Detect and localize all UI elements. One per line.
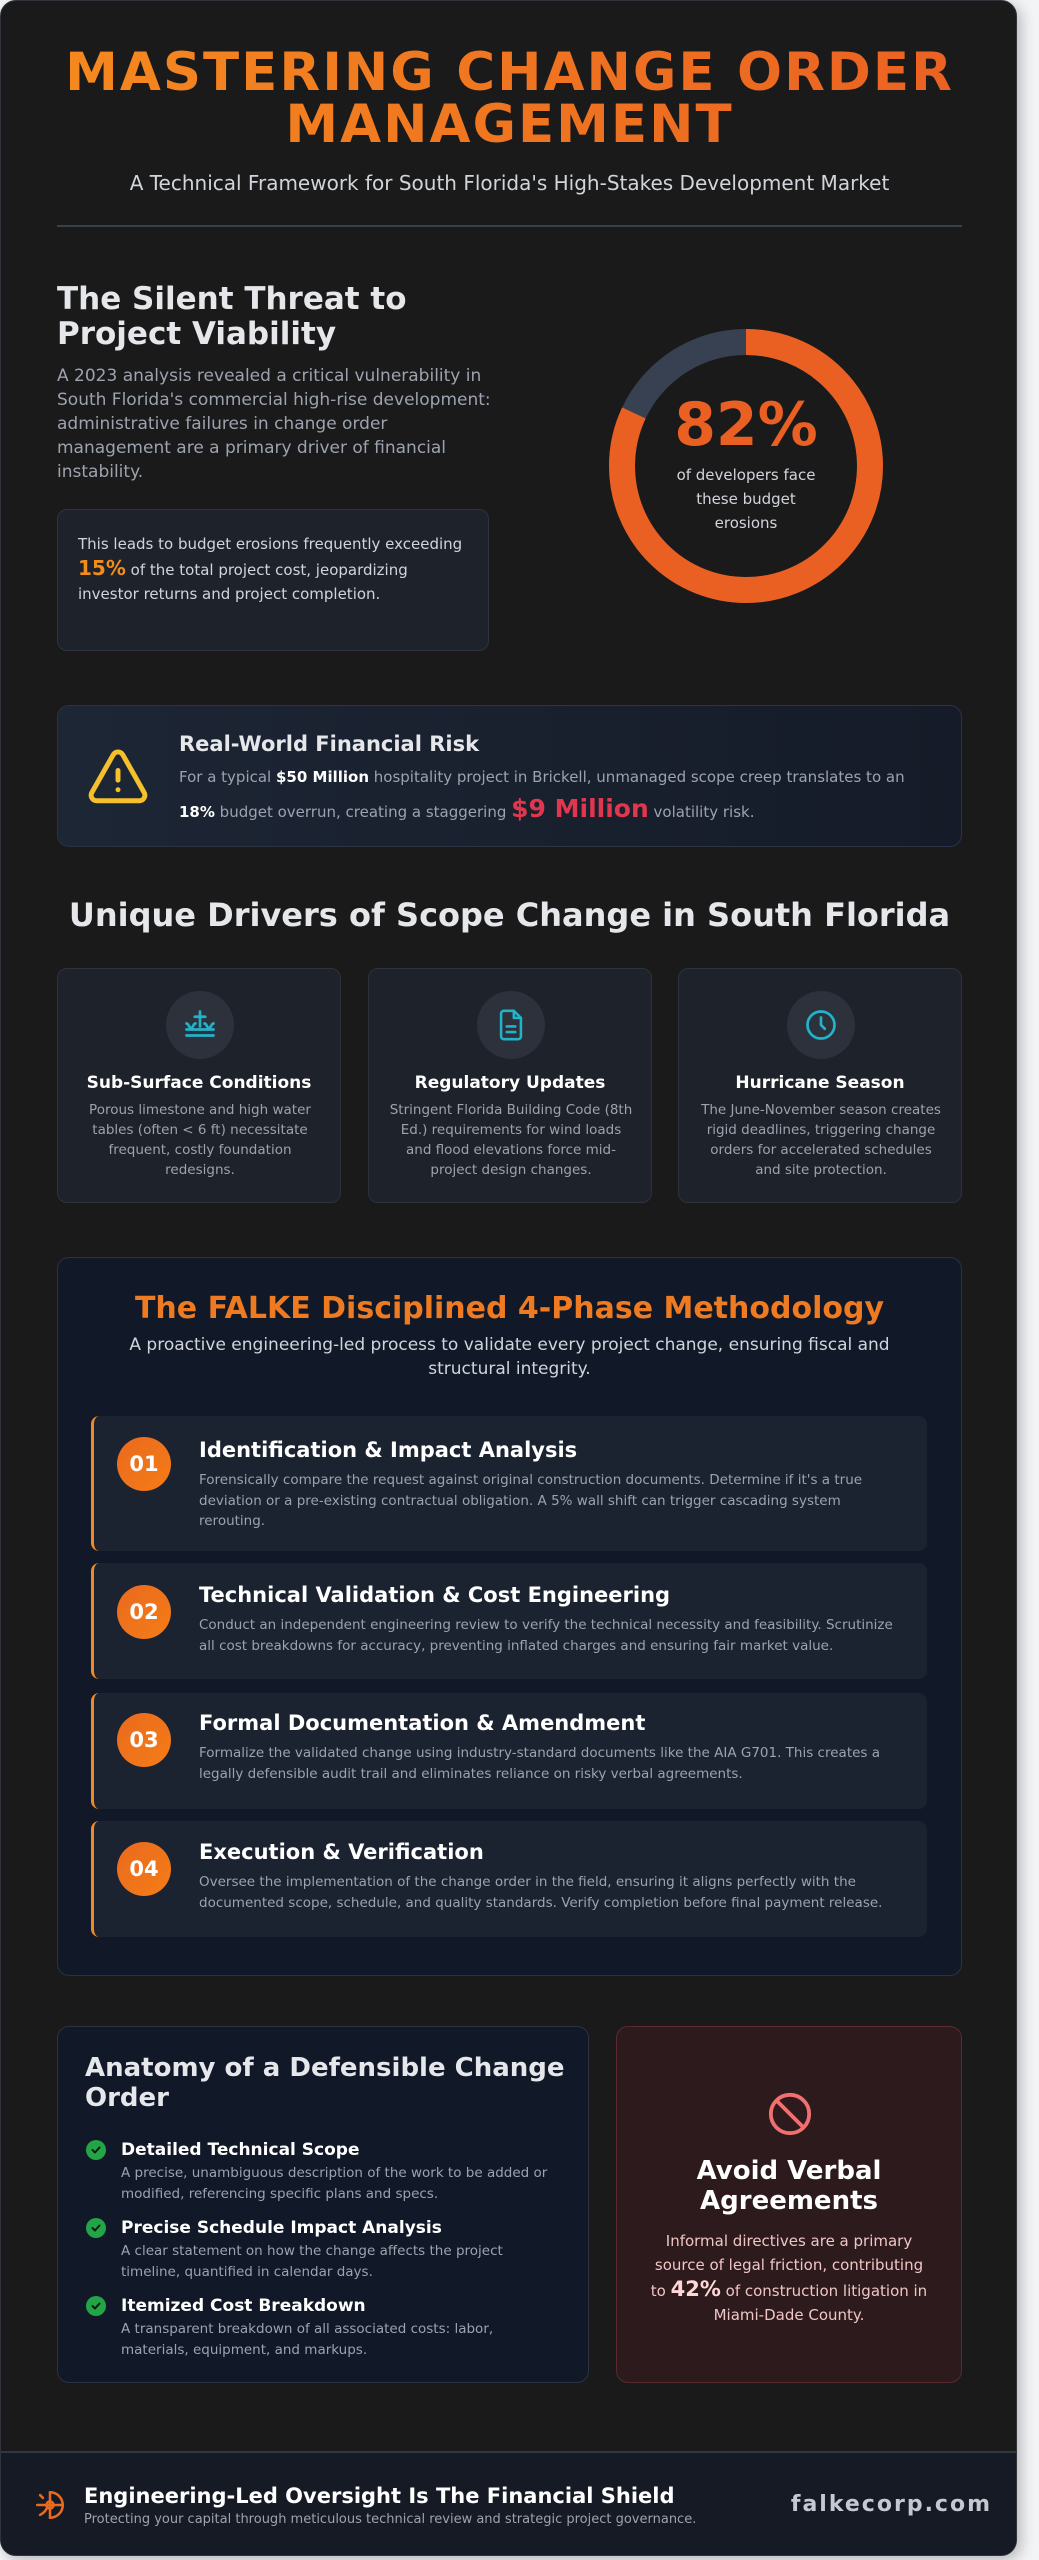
phase-number-badge: 03 [117, 1713, 171, 1767]
footer-title: Engineering-Led Oversight Is The Financial Shield [84, 2484, 675, 2508]
risk-amount: $9 Million [511, 794, 649, 823]
prohibited-icon [767, 2091, 813, 2137]
phase-card-2 [91, 1563, 927, 1679]
phase-number-badge: 04 [117, 1842, 171, 1896]
anatomy-title: Anatomy of a Defensible Change Order [85, 2053, 565, 2113]
header-divider [57, 225, 962, 227]
driver-title: Sub-Surface Conditions [86, 1073, 312, 1093]
website-link[interactable]: falkecorp.com [790, 2492, 992, 2517]
litigation-pct: 42% [670, 2277, 721, 2301]
anatomy-item-title: Itemized Cost Breakdown [121, 2296, 366, 2316]
phase-title: Execution & Verification [199, 1840, 484, 1864]
driver-desc: Porous limestone and high water tables (often < 6 ft) necessitate frequent, costly foundation redesigns. [89, 1102, 311, 1178]
risk-text: For a typical [179, 768, 276, 786]
phase-title: Technical Validation & Cost Engineering [199, 1583, 671, 1607]
document-icon [494, 1008, 528, 1042]
callout-highlight: 15% [78, 556, 126, 580]
anatomy-item-title: Detailed Technical Scope [121, 2140, 360, 2160]
anatomy-item-desc: A precise, unambiguous description of the work to be added or modified, referencing specific plans and specs. [121, 2165, 548, 2202]
driver-desc: The June-November season creates rigid deadlines, triggering change orders for accelerated schedules and site protection. [701, 1102, 941, 1178]
donut-center [609, 391, 883, 535]
main-title-line-2: MANAGEMENT [285, 94, 734, 155]
methodology-subtitle: A proactive engineering-led process to validate every project change, ensuring fiscal and structural integrity. [129, 1335, 890, 1379]
phase-card-1 [91, 1416, 927, 1551]
risk-overrun-pct: 18% [179, 803, 215, 821]
phase-desc: Formalize the validated change using industry-standard documents like the AIA G701. This creates a legally defensible audit trail and eliminates reliance on risky verbal agreements. [199, 1745, 881, 1782]
subtitle: A Technical Framework for South Florida's High-Stakes Development Market [129, 171, 890, 195]
driver-title: Hurricane Season [735, 1073, 905, 1093]
risk-project-value: $50 Million [276, 768, 370, 786]
risk-text: hospitality project in Brickell, unmanaged scope creep translates to an [369, 768, 905, 786]
stat-value: 82% [674, 390, 818, 460]
driver-card-subsurface [57, 968, 341, 1203]
driver-card-regulatory [368, 968, 652, 1203]
clock-icon [803, 1007, 839, 1043]
anatomy-item-title: Precise Schedule Impact Analysis [121, 2218, 442, 2238]
check-icon [86, 2140, 106, 2160]
driver-title: Regulatory Updates [414, 1073, 606, 1093]
phase-title: Identification & Impact Analysis [199, 1438, 578, 1462]
threat-body: A 2023 analysis revealed a critical vulnerability in South Florida's commercial high-rise development: administrative failures in change order management are a primary driver of financial instability. [57, 366, 491, 482]
driver-desc: Stringent Florida Building Code (8th Ed.) requirements for wind loads and flood elevations force mid-project design changes. [389, 1102, 633, 1178]
methodology-title: The FALKE Disciplined 4-Phase Methodology [134, 1291, 885, 1326]
phase-desc: Conduct an independent engineering review to verify the technical necessity and feasibility. Scrutinize all cost breakdowns for accuracy, preventing inflated charges and ensuring fair market value. [199, 1617, 893, 1654]
threat-title: The Silent Threat to Project Viability [57, 281, 407, 352]
main-title-line-1: MASTERING CHANGE ORDER [65, 42, 954, 103]
phase-number-badge: 01 [117, 1437, 171, 1491]
icon-badge [787, 991, 855, 1059]
drivers-title: Unique Drivers of Scope Change in South Florida [68, 896, 951, 934]
risk-text: budget overrun, creating a staggering [214, 803, 512, 821]
risk-text: volatility risk. [648, 803, 755, 821]
callout-text: This leads to budget erosions frequently exceeding [78, 535, 463, 553]
callout-text: of the total project cost, jeopardizing investor returns and project completion. [78, 561, 408, 603]
anatomy-item-desc: A clear statement on how the change affects the project timeline, quantified in calendar days. [121, 2243, 503, 2280]
verbal-text: of construction litigation in Miami-Dade County. [713, 2282, 928, 2324]
icon-badge [166, 991, 234, 1059]
driver-card-hurricane [678, 968, 962, 1203]
warning-triangle-icon [85, 743, 151, 809]
phase-number-badge: 02 [117, 1585, 171, 1639]
main-title [1, 42, 1017, 155]
verbal-title: Avoid Verbal Agreements [696, 2156, 882, 2216]
verbal-text: Informal directives are a primary source of legal friction, contributing to [650, 2232, 924, 2300]
risk-body [179, 761, 949, 828]
phase-desc: Forensically compare the request against original construction documents. Determine if it's a true deviation or a pre-existing contractual obligation. A 5% wall shift can trigger cascading system rerouting. [199, 1472, 863, 1529]
anatomy-item-3 [86, 2296, 106, 2316]
phase-title: Formal Documentation & Amendment [199, 1711, 646, 1735]
anatomy-item-2 [86, 2218, 106, 2238]
verbal-body [646, 2229, 932, 2327]
footer-subtitle: Protecting your capital through meticulous technical review and strategic project governance. [84, 2512, 697, 2527]
phase-desc: Oversee the implementation of the change order in the field, ensuring it aligns perfectly with the documented scope, schedule, and quality standards. Verify completion before final payment release. [199, 1874, 883, 1911]
check-icon [86, 2296, 106, 2316]
anatomy-item-desc: A transparent breakdown of all associated costs: labor, materials, equipment, and markups. [121, 2321, 494, 2358]
phase-card-4 [91, 1821, 927, 1937]
anatomy-item-1 [86, 2140, 106, 2160]
budget-callout [57, 509, 489, 651]
compass-shield-logo-icon [33, 2488, 67, 2522]
stat-label: of developers face these budget erosions [676, 466, 816, 532]
check-icon [86, 2218, 106, 2238]
phase-card-3 [91, 1693, 927, 1809]
risk-title: Real-World Financial Risk [179, 732, 480, 756]
foundation-waves-icon [182, 1007, 218, 1043]
icon-badge [477, 991, 545, 1059]
